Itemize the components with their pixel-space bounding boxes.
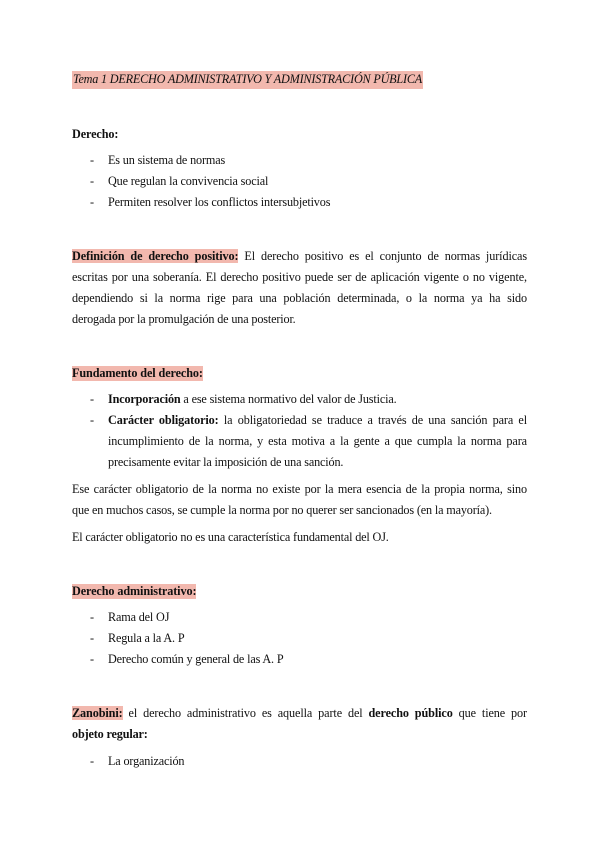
paragraph-line: El carácter obligatorio no es una característica fundamental del OJ. [72,530,389,544]
bullet-dash: - [90,610,95,624]
bullet-dash: - [90,754,95,768]
paragraph-line: que en muchos casos, se cumple la norma por no querer ser sancionados (en la mayoría). [72,503,492,517]
list-item-line: precisamente evitar la imposición de una sanción. [108,455,344,469]
section-heading-derecho: Derecho: [72,127,119,141]
section-heading-definicion: Definición de derecho positivo: [72,249,239,263]
section-heading-zanobini: Zanobini: [72,706,123,720]
list-item: La organización [108,754,185,768]
bullet-dash: - [90,195,95,209]
bullet-dash: - [90,652,95,666]
bullet-dash: - [90,153,95,167]
bold-term: Carácter obligatorio: [108,413,219,427]
list-item-text: la obligatoriedad se traduce a través de una sanción para el [218,413,528,427]
section-heading-administrativo: Derecho administrativo: [72,584,197,598]
paragraph-line: dependiendo si la norma rige para una población determinada, o la norma ya ha sido [72,291,527,305]
paragraph-line [72,706,527,721]
list-item-text: a ese sistema normativo del valor de Justicia. [180,392,397,406]
list-item: Es un sistema de normas [108,153,226,167]
bullet-dash: - [90,413,95,427]
list-item: Rama del OJ [108,610,170,624]
list-item [108,413,527,428]
document-title: Tema 1 DERECHO ADMINISTRATIVO Y ADMINISTRACIÓN PÚBLICA [72,71,423,89]
paragraph-line: escritas por una soberanía. El derecho positivo puede ser de aplicación vigente o no vigente, [72,270,527,284]
list-item-line: incumplimiento de la norma, y esta motiva a la gente a que cumpla la norma para [108,434,527,448]
list-item: Que regulan la convivencia social [108,174,269,188]
bullet-dash: - [90,174,95,188]
bold-term: objeto regular: [72,727,148,741]
bullet-dash: - [90,392,95,406]
paragraph-line [72,727,148,742]
paragraph-text: El derecho positivo es el conjunto de normas jurídicas [238,249,527,263]
list-item: Derecho común y general de las A. P [108,652,284,666]
section-heading-fundamento: Fundamento del derecho: [72,366,203,380]
paragraph-text: que tiene por [452,706,527,720]
paragraph-text: el derecho administrativo es aquella parte del [122,706,369,720]
bullet-dash: - [90,631,95,645]
paragraph-line [72,249,527,264]
paragraph-line: Ese carácter obligatorio de la norma no existe por la mera esencia de la propia norma, sino [72,482,527,496]
paragraph-line: derogada por la promulgación de una posterior. [72,312,296,326]
list-item: Permiten resolver los conflictos intersubjetivos [108,195,331,209]
list-item: Regula a la A. P [108,631,185,645]
bold-term: derecho público [368,706,453,720]
list-item [108,392,397,407]
bold-term: Incorporación [108,392,181,406]
